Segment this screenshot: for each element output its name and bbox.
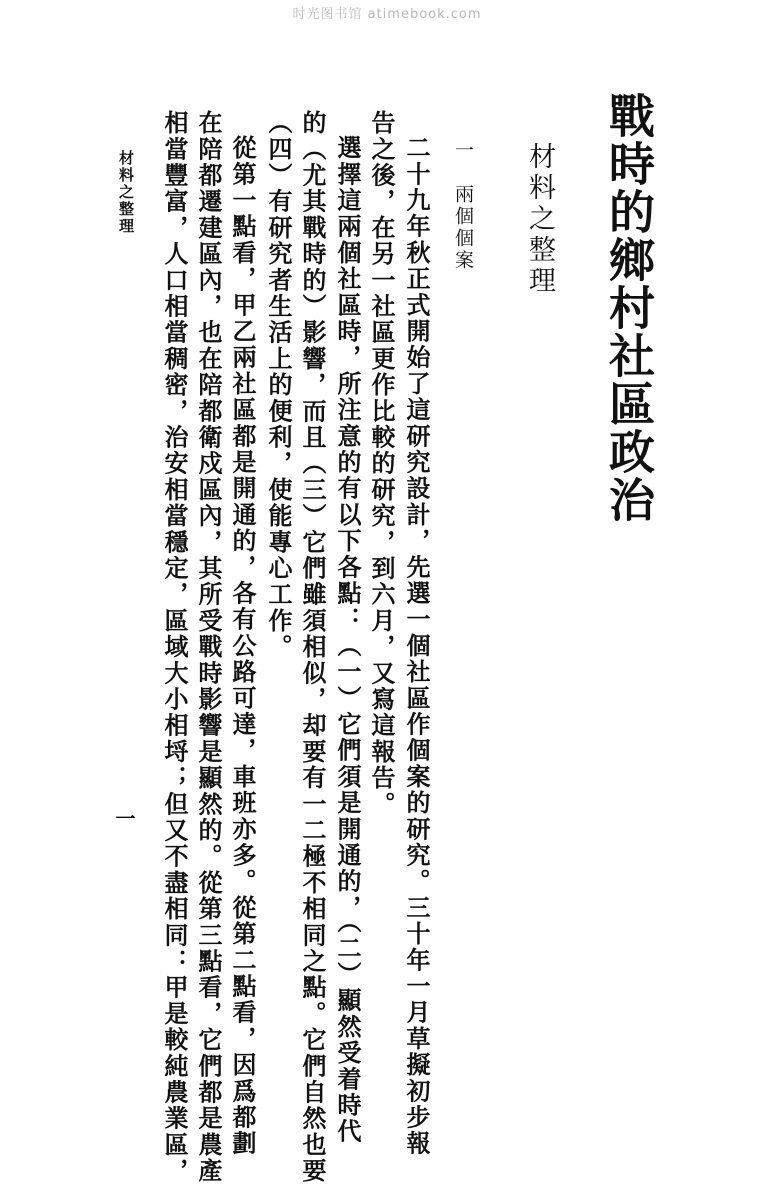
body-line: 選擇這兩個社區時，所注意的有以下各點：（一）它們須是開通的，（二）顯然受着時代 [333, 135, 362, 1145]
body-line: 相當豐富，人口相當稠密，治安相當穩定，區域大小相埒；但又不盡相同：甲是較純農業區， [160, 110, 189, 1184]
page-number: 一 [112, 808, 136, 828]
body-line: 二十九年秋正式開始了這研究設計，先選一個社區作個案的研究。三十年一月草擬初步報 [402, 135, 431, 1157]
body-line: 的（尤其戰時的）影響，而且（三）它們雖須相似，却要有一二極不相同之點。它們自然也要 [298, 110, 327, 1184]
watermark: 时光图书馆 atimebook.com [292, 7, 482, 22]
page-title: 戰時的鄉村社區政治 [602, 92, 656, 524]
body-line: 告之後，在另一社區更作比較的研究，到六月，又寫這報告。 [367, 110, 396, 818]
body-line: （四）有研究者生活上的便利，使能專心工作。 [264, 110, 293, 661]
body-line: 在陪都遷建區內，也在陪都衛戍區內，其所受戰時影響是顯然的。從第三點看，它們都是農產 [194, 110, 223, 1184]
sub-heading: 一 兩個個案 [452, 140, 474, 272]
body-line: 從第一點看，甲乙兩社區都是開通的，各有公路可達，車班亦多。從第二點看，因爲都劃 [228, 135, 257, 1157]
running-head: 材料之整理 [117, 150, 135, 235]
section-heading: 材料之整理 [524, 142, 555, 297]
